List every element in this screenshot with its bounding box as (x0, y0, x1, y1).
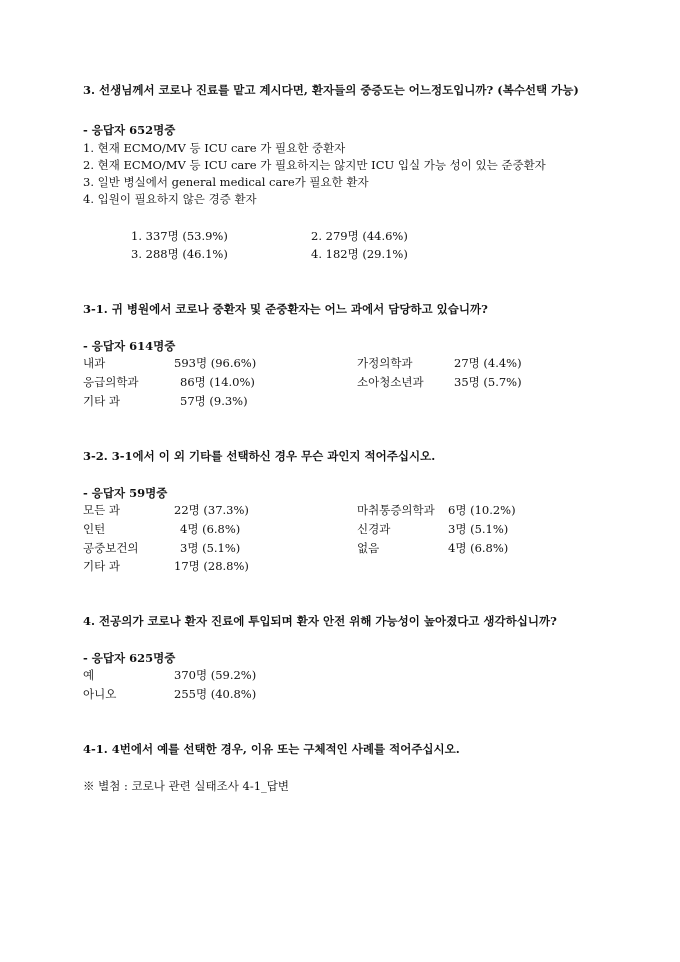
q4-value-yes: 370명 (59.2%) (174, 668, 257, 682)
q3-2-label-other: 기타 과 (83, 559, 120, 573)
q3-2-label-intern: 인턴 (83, 522, 106, 536)
q3-1-label-family-medicine: 가정의학과 (357, 356, 413, 370)
q3-2-label-anesthesiology: 마취통증의학과 (357, 503, 435, 517)
q3-2-value-anesthesiology: 6명 (10.2%) (448, 503, 516, 517)
question-3-1-title: 3-1. 귀 병원에서 코로나 중환자 및 준중환자는 어느 과에서 담당하고 있습니까? (83, 302, 488, 316)
q3-1-label-internal-medicine: 내과 (83, 356, 106, 370)
question-3-result-3: 3. 288명 (46.1%) (131, 247, 228, 261)
question-3-option-4: 4. 입원이 필요하지 않은 경증 환자 (83, 192, 257, 206)
q3-2-value-other: 17명 (28.8%) (174, 559, 249, 573)
q3-1-value-family-medicine: 27명 (4.4%) (454, 356, 522, 370)
question-3-2-respondents: - 응답자 59명중 (83, 486, 168, 500)
question-3-option-3: 3. 일반 병실에서 general medical care가 필요한 환자 (83, 175, 369, 189)
question-3-result-4: 4. 182명 (29.1%) (311, 247, 408, 261)
question-3-option-2: 2. 현재 ECMO/MV 등 ICU care 가 필요하지는 않지만 ICU 입실 가능 성이 있는 준중환자 (83, 158, 546, 172)
question-3-option-1: 1. 현재 ECMO/MV 등 ICU care 가 필요한 중환자 (83, 141, 346, 155)
q4-label-yes: 예 (83, 668, 95, 682)
question-3-1-respondents: - 응답자 614명중 (83, 339, 176, 353)
q3-2-label-neurology: 신경과 (357, 522, 391, 536)
q4-value-no: 255명 (40.8%) (174, 687, 257, 701)
q3-1-label-pediatrics: 소아청소년과 (357, 375, 424, 389)
q3-2-value-intern: 4명 (6.8%) (180, 522, 241, 536)
q3-2-value-all: 22명 (37.3%) (174, 503, 249, 517)
q4-label-no: 아니오 (83, 687, 117, 701)
question-3-2-title: 3-2. 3-1에서 이 외 기타를 선택하신 경우 무슨 과인지 적어주십시오. (83, 449, 436, 463)
q3-1-value-pediatrics: 35명 (5.7%) (454, 375, 522, 389)
question-4-1-title: 4-1. 4번에서 예를 선택한 경우, 이유 또는 구체적인 사례를 적어주십시오. (83, 742, 460, 756)
question-4-respondents: - 응답자 625명중 (83, 651, 176, 665)
question-3-title: 3. 선생님께서 코로나 진료를 맡고 계시다면, 환자들의 중증도는 어느정도입니까? (복수선택 가능) (83, 83, 579, 97)
q3-1-value-internal-medicine: 593명 (96.6%) (174, 356, 257, 370)
question-3-result-2: 2. 279명 (44.6%) (311, 229, 408, 243)
q3-2-label-none: 없음 (357, 541, 380, 555)
q3-2-label-public-health: 공중보건의 (83, 541, 139, 555)
q3-2-value-public-health: 3명 (5.1%) (180, 541, 241, 555)
question-3-result-1: 1. 337명 (53.9%) (131, 229, 228, 243)
q3-2-value-none: 4명 (6.8%) (448, 541, 509, 555)
question-3-respondents: - 응답자 652명중 (83, 123, 176, 137)
q3-1-label-other: 기타 과 (83, 394, 120, 408)
attachment-note: ※ 별첨 : 코로나 관련 실태조사 4-1_답변 (83, 779, 289, 793)
q3-2-value-neurology: 3명 (5.1%) (448, 522, 509, 536)
q3-2-label-all: 모든 과 (83, 503, 120, 517)
q3-1-value-emergency: 86명 (14.0%) (180, 375, 255, 389)
q3-1-label-emergency: 응급의학과 (83, 375, 139, 389)
q3-1-value-other: 57명 (9.3%) (180, 394, 248, 408)
question-4-title: 4. 전공의가 코로나 환자 진료에 투입되며 환자 안전 위해 가능성이 높아졌다고 생각하십니까? (83, 614, 557, 628)
